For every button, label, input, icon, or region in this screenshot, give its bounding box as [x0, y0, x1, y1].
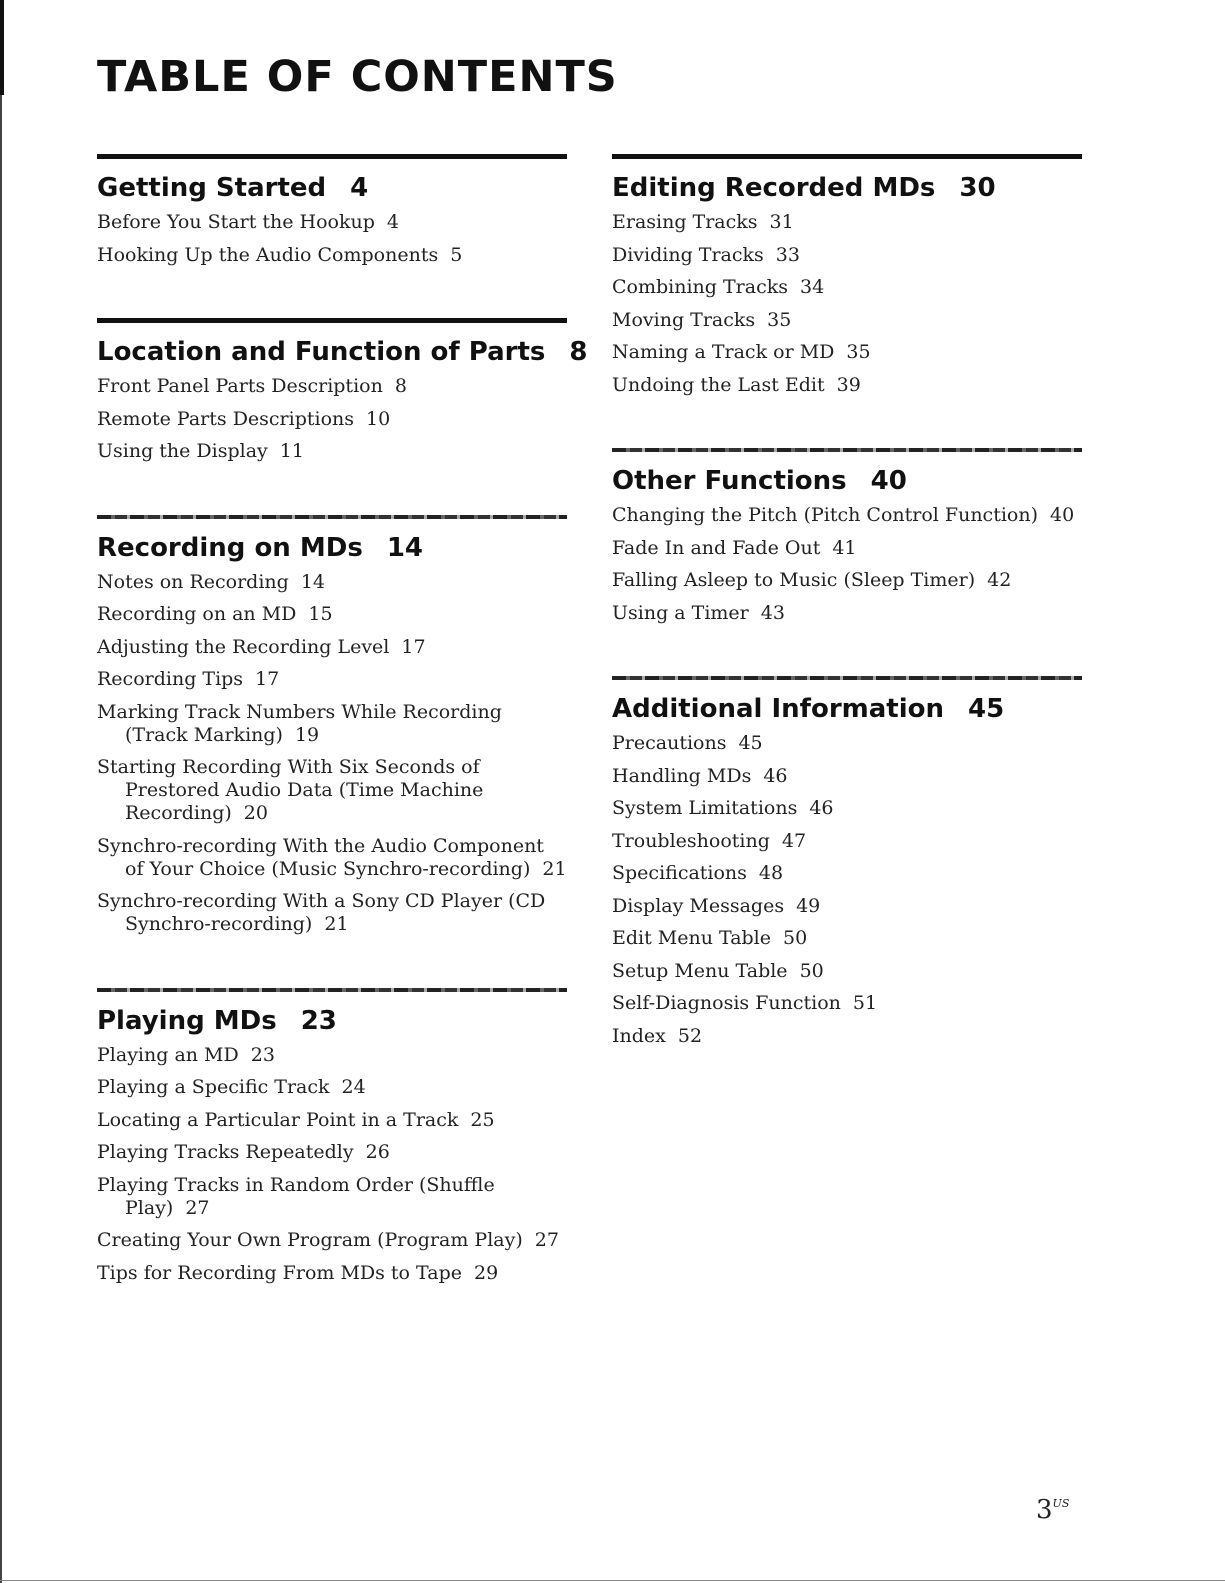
toc-entry-text: Notes on Recording [97, 570, 289, 593]
page-number-value: 3 [1036, 1495, 1053, 1525]
toc-entry[interactable] [612, 341, 1082, 364]
section-gap [612, 634, 1082, 676]
section-heading-text: Other Functions [612, 466, 847, 496]
section-heading-text: Recording on MDs [97, 532, 363, 563]
toc-entry-page: 24 [341, 1076, 366, 1098]
toc-entry-page: 10 [366, 407, 391, 430]
toc-entry-text: Playing Tracks Repeatedly [97, 1141, 354, 1163]
section-heading-page: 23 [300, 1005, 337, 1036]
toc-entry-page: 46 [763, 764, 788, 787]
toc-entry[interactable] [612, 374, 1082, 397]
toc-entry[interactable] [612, 830, 1082, 853]
toc-entry[interactable] [612, 732, 1082, 755]
toc-entry-page: 14 [300, 570, 325, 593]
toc-entry[interactable] [97, 835, 567, 881]
toc-entry[interactable] [97, 408, 567, 431]
section-heading[interactable] [97, 337, 588, 367]
toc-entry-text: Setup Menu Table [612, 959, 788, 982]
page-left-edge [0, 0, 2, 1583]
toc-entry[interactable] [97, 244, 567, 267]
toc-entry-page: 45 [738, 732, 763, 754]
toc-entry[interactable] [97, 1141, 567, 1164]
toc-section [97, 515, 567, 937]
section-heading-page: 30 [959, 173, 996, 203]
section-gap [97, 276, 567, 318]
page-left-edge-mark [0, 0, 4, 95]
section-rule [97, 988, 567, 992]
toc-entry[interactable] [612, 602, 1082, 625]
toc-entry[interactable] [612, 569, 1082, 592]
toc-entry[interactable] [612, 992, 1082, 1015]
section-heading-text: Getting Started [97, 173, 327, 203]
toc-entry-text: Changing the Pitch (Pitch Control Function) [612, 504, 1038, 526]
toc-entry-text: Precautions [612, 732, 727, 754]
section-gap [97, 473, 567, 515]
toc-entry[interactable] [612, 895, 1082, 918]
page-title: TABLE OF CONTENTS [97, 52, 618, 102]
section-heading-page: 14 [386, 532, 423, 563]
section-heading-text: Playing MDs [97, 1005, 277, 1036]
toc-entry[interactable] [97, 890, 567, 936]
toc-entry-text: Starting Recording With Six Seconds of Prestored Audio Data (Time Machine Recording) [97, 756, 484, 824]
toc-entry-text: Self-Diagnosis Function [612, 992, 841, 1014]
toc-entry[interactable] [612, 244, 1082, 267]
toc-entry-text: Hooking Up the Audio Components [97, 243, 439, 266]
toc-entry-text: Marking Track Numbers While Recording (Track Marking) [97, 700, 502, 746]
toc-entry-page: 8 [394, 375, 407, 397]
toc-entry-page: 23 [250, 1043, 275, 1066]
toc-section [612, 448, 1082, 625]
toc-entry-text: Tips for Recording From MDs to Tape [97, 1261, 462, 1284]
toc-entry[interactable] [97, 440, 567, 463]
toc-entry-page: 41 [832, 536, 857, 559]
toc-entry-page: 40 [1050, 504, 1075, 526]
toc-entry-text: Handling MDs [612, 764, 752, 787]
toc-entry[interactable] [97, 375, 567, 398]
toc-section [612, 676, 1082, 1048]
toc-entry-page: 15 [308, 603, 333, 625]
section-rule [97, 154, 567, 159]
toc-entry[interactable] [97, 1044, 567, 1067]
toc-entry-page: 11 [279, 440, 304, 462]
toc-entry[interactable] [612, 537, 1082, 560]
toc-entry-text: Naming a Track or MD [612, 341, 835, 363]
toc-entry[interactable] [612, 927, 1082, 950]
toc-entry-page: 20 [243, 802, 268, 824]
toc-entry-text: Falling Asleep to Music (Sleep Timer) [612, 569, 976, 591]
toc-entry[interactable] [612, 276, 1082, 299]
toc-entry-text: Playing Tracks in Random Order (Shuffle Play) [97, 1173, 495, 1219]
toc-entry-text: Index [612, 1024, 666, 1047]
section-heading-page: 8 [569, 337, 588, 367]
toc-entry-text: Synchro-recording With a Sony CD Player (CD Synchro-recording) [97, 890, 546, 935]
toc-entry-text: Combining Tracks [612, 276, 788, 298]
section-heading-text: Additional Information [612, 694, 945, 724]
toc-entry-text: Locating a Particular Point in a Track [97, 1108, 459, 1131]
toc-entry-page: 4 [386, 211, 399, 233]
toc-entry[interactable] [612, 960, 1082, 983]
toc-entry-page: 27 [185, 1196, 210, 1219]
toc-entry-page: 21 [542, 857, 567, 880]
toc-entry-text: Synchro-recording With the Audio Component of Your Choice (Music Synchro-recording) [97, 834, 544, 880]
section-gap [612, 406, 1082, 448]
toc-column-left [97, 154, 588, 1294]
toc-entry-text: Remote Parts Descriptions [97, 407, 355, 430]
toc-entry[interactable] [612, 504, 1082, 527]
toc-entry-page: 50 [783, 927, 808, 949]
toc-section [97, 988, 567, 1285]
section-rule [612, 676, 1082, 680]
toc-entry-page: 27 [534, 1229, 559, 1251]
toc-entry[interactable] [97, 1174, 567, 1220]
page-bottom-edge [0, 1580, 1225, 1581]
page-number-suffix: US [1052, 1497, 1070, 1510]
toc-entry-text: Edit Menu Table [612, 927, 772, 949]
toc-entry[interactable] [612, 309, 1082, 332]
toc-entry[interactable] [97, 636, 567, 659]
section-heading[interactable] [612, 694, 1082, 724]
toc-entry-text: Playing a Specific Track [97, 1076, 330, 1098]
toc-entry-text: System Limitations [612, 797, 798, 819]
toc-entry-text: Recording on an MD [97, 603, 297, 625]
section-heading-page: 40 [870, 466, 907, 496]
toc-entry[interactable] [612, 1025, 1082, 1048]
toc-entry-text: Front Panel Parts Description [97, 375, 383, 397]
toc-entry-page: 47 [781, 829, 807, 852]
toc-entry[interactable] [97, 211, 567, 234]
section-rule [612, 154, 1082, 159]
toc-entry-page: 34 [799, 276, 825, 298]
toc-entry-page: 51 [852, 992, 878, 1014]
toc-entry-page: 50 [799, 959, 824, 982]
toc-entry[interactable] [612, 862, 1082, 885]
toc-entry-text: Creating Your Own Program (Program Play) [97, 1229, 523, 1251]
toc-entry-text: Specifications [612, 862, 747, 884]
toc-entry-page: 52 [677, 1024, 703, 1047]
toc-entry[interactable] [97, 1229, 567, 1252]
section-rule [97, 515, 567, 519]
toc-column-right [612, 154, 1082, 1057]
section-heading[interactable] [612, 173, 1082, 203]
section-heading-page: 4 [350, 173, 369, 203]
toc-entry[interactable] [97, 756, 567, 825]
section-heading[interactable] [612, 466, 1082, 496]
toc-entry-text: Using a Timer [612, 601, 749, 624]
toc-entry[interactable] [97, 668, 567, 691]
section-rule [97, 318, 567, 323]
toc-entry-page: 39 [836, 373, 861, 396]
toc-entry-page: 33 [775, 243, 800, 266]
toc-entry-text: Before You Start the Hookup [97, 211, 375, 233]
section-heading-page: 45 [968, 694, 1005, 724]
toc-entry-text: Display Messages [612, 894, 785, 917]
section-heading-text: Location and Function of Parts [97, 337, 546, 367]
section-rule [612, 448, 1082, 452]
toc-entry-page: 48 [758, 862, 784, 884]
toc-entry-text: Troubleshooting [612, 829, 770, 852]
section-heading[interactable] [97, 173, 567, 203]
toc-entry[interactable] [612, 765, 1082, 788]
toc-entry[interactable] [97, 571, 567, 594]
toc-entry-page: 35 [846, 341, 871, 363]
toc-entry-page: 43 [760, 601, 785, 624]
page-number [1036, 1495, 1069, 1525]
toc-entry-text: Playing an MD [97, 1043, 239, 1066]
section-heading[interactable] [97, 533, 567, 563]
toc-entry-page: 26 [365, 1141, 390, 1163]
toc-entry-page: 5 [450, 243, 463, 266]
toc-entry[interactable] [97, 701, 567, 747]
toc-entry[interactable] [97, 1262, 567, 1285]
toc-entry-text: Dividing Tracks [612, 243, 764, 266]
section-heading[interactable] [97, 1006, 567, 1036]
toc-entry[interactable] [612, 797, 1082, 820]
section-heading-text: Editing Recorded MDs [612, 173, 936, 203]
toc-entry-page: 42 [987, 569, 1012, 591]
toc-section [97, 318, 588, 463]
toc-entry-page: 49 [796, 894, 821, 917]
toc-entry-page: 46 [809, 797, 834, 819]
toc-entry-page: 19 [294, 723, 320, 746]
toc-section [612, 154, 1082, 397]
toc-entry[interactable] [97, 1109, 567, 1132]
toc-entry-page: 25 [470, 1108, 495, 1131]
toc-entry-page: 29 [473, 1261, 499, 1284]
toc-entry-text: Fade In and Fade Out [612, 536, 821, 559]
toc-entry-text: Erasing Tracks [612, 211, 758, 233]
toc-entry-page: 21 [324, 913, 349, 935]
toc-entry-text: Recording Tips [97, 668, 244, 690]
toc-entry-page: 17 [401, 635, 426, 658]
toc-section [97, 154, 567, 267]
toc-entry-page: 31 [769, 211, 794, 233]
toc-entry[interactable] [612, 211, 1082, 234]
toc-entry-text: Adjusting the Recording Level [97, 635, 390, 658]
toc-entry-page: 35 [767, 308, 792, 331]
toc-entry-text: Undoing the Last Edit [612, 373, 825, 396]
toc-entry[interactable] [97, 1076, 567, 1099]
toc-entry-text: Using the Display [97, 440, 268, 462]
toc-entry-text: Moving Tracks [612, 308, 756, 331]
toc-entry-page: 17 [255, 668, 280, 690]
toc-entry[interactable] [97, 603, 567, 626]
section-gap [97, 946, 567, 988]
